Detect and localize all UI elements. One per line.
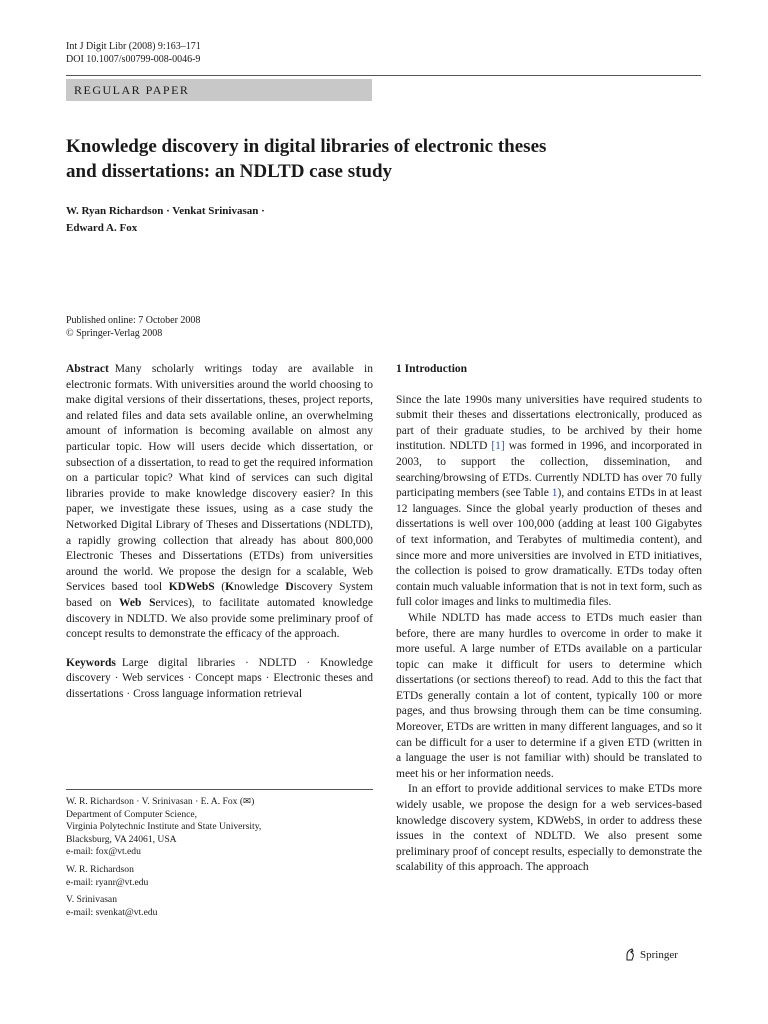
publisher-name: Springer [640,948,678,961]
intro-paragraph-3: In an effort to provide additional services to make ETDs more widely usable, we propose the design for a web services-based knowledge discovery system, KDWebS, in order to address these issues in the context of NDLTD. We also present some preliminary proof of concept results, especially to demonstrate the scalability of this approach. The approach [396,783,702,874]
journal-header [66,40,201,66]
publication-info [66,314,200,340]
paper-title [66,134,686,184]
doi: DOI 10.1007/s00799-008-0046-9 [66,54,201,65]
abstract-paren: ( [214,581,226,594]
affiliation-line: W. R. Richardson [66,863,134,875]
section-heading-introduction: 1 Introduction [396,363,468,375]
title-line-1: Knowledge discovery in digital libraries of electronic theses [66,136,547,157]
email-link[interactable]: e-mail: svenkat@vt.edu [66,906,158,918]
paper-type-banner: REGULAR PAPER [66,79,372,101]
table-reference-link[interactable]: 1 [551,487,558,500]
abstract-space [141,597,149,609]
email-link[interactable]: e-mail: fox@vt.edu [66,846,141,858]
acronym-web: Web [119,596,142,609]
abstract [66,362,373,643]
affiliation-block [66,864,373,889]
author-list [66,203,265,237]
abstract-iscovery: iscovery System based on [66,581,373,609]
affiliation-line: V. Srinivasan [66,894,117,906]
kdwebs-term: KDWebS [168,581,215,594]
springer-horse-icon [624,948,636,961]
email-link[interactable]: e-mail: ryanr@vt.edu [66,876,149,888]
title-line-2: and dissertations: an NDLTD case study [66,161,393,182]
acronym-d: D [285,581,294,594]
citation-link[interactable]: [1] [491,440,505,453]
author-affiliations [66,796,373,924]
keywords-label: Keywords [66,656,116,669]
keywords-text: Large digital libraries · NDLTD · Knowledge discovery · Web services · Concept maps · Electronic theses and dissertations · Cross language information retrieval [66,656,373,700]
published-date: Published online: 7 October 2008 [66,315,201,326]
affiliation-line: W. R. Richardson · V. Srinivasan · E. A. Fox (✉) [66,796,255,807]
intro-text: was formed in 1996, and incorporated in 2003, to support the collection, dissemination, and searching/browsing of ETDs. Currently NDLTD has over 70 fully participating members (see Table [396,440,702,500]
header-rule [66,75,701,76]
acronym-s: S [149,596,156,609]
copyright: © Springer-Verlag 2008 [66,328,163,339]
left-column [66,362,373,702]
authors-line-1: W. Ryan Richardson · Venkat Srinivasan · [66,205,265,217]
abstract-text-b: ervices), to facilitate automated knowledge discovery in NDLTD. We also provide some preliminary proof of concept results to demonstrate the efficacy of the approach. [66,596,374,641]
affiliation-block [66,796,373,859]
keywords [66,656,373,703]
affiliation-block [66,894,373,919]
footnote-rule [66,789,373,790]
abstract-nowledge: nowledge [234,581,286,594]
affiliation-line: Blacksburg, VA 24061, USA [66,833,177,845]
abstract-label: Abstract [66,363,109,375]
intro-text: ), and contains ETDs in at least 12 languages. Since the global yearly production of theses and dissertations is well over 100,000 (adding at least 100 Gigabytes of text information, and Terabytes of multimedia content), and since more and more universities are involved in ETD initiatives, the collection is poised to grow dramatically. ETDs today often contain much valuable information that is not in text form, such as full color images and links to multimedia files. [396,487,703,609]
abstract-text-a: Many scholarly writings today are available in electronic formats. With universities around the world choosing to make digital versions of their dissertations, theses, project reports, and related files and data sets available online, an overwhelming amount of information is becoming available on almost any particular topic. How will users decide which dissertation, or subsection of a dissertation, to read to get the required information on a particular topic? What kind of services can such digital libraries provide to make knowledge discovery easier? In this paper, we investigate these issues, using as a case study the Networked Digital Library of Theses and Dissertations (NDLTD), a rapidly growing collection that already has about 800,000 Electronic Theses and Dissertations (ETDs) from universities around the world. We propose the design for a scalable, Web Services based tool [66,363,373,594]
acronym-k: K [225,581,235,594]
intro-paragraph-1 [396,393,702,611]
intro-text: Since the late 1990s many universities have required students to submit their theses and dissertations electronically, produced as part of their graduate studies, to be archived by their home institution. NDLTD [396,393,702,453]
authors-line-2: Edward A. Fox [66,222,138,234]
affiliation-line: Virginia Polytechnic Institute and State University, [66,821,262,833]
right-column [396,362,702,876]
publisher-logo [624,948,678,961]
intro-paragraph-2: While NDLTD has made access to ETDs much easier than before, there are many hurdles to overcome in order to make it more useful. A large number of ETDs available on a particular topic can make it difficult for users to determine which dissertations (or sections thereof) to read. Add to this the fact that ETDs generally contain a lot of content, typically 100 or more pages, and thus browsing through them can be time consuming. Moreover, ETDs are written in many different languages, and so it can be difficult for a user to determine if a given ETD (written in a language the user is not familiar with) should be translated to meet his or her information needs. [396,611,702,780]
affiliation-line: Department of Computer Science, [66,808,198,820]
journal-citation: Int J Digit Libr (2008) 9:163–171 [66,41,201,52]
